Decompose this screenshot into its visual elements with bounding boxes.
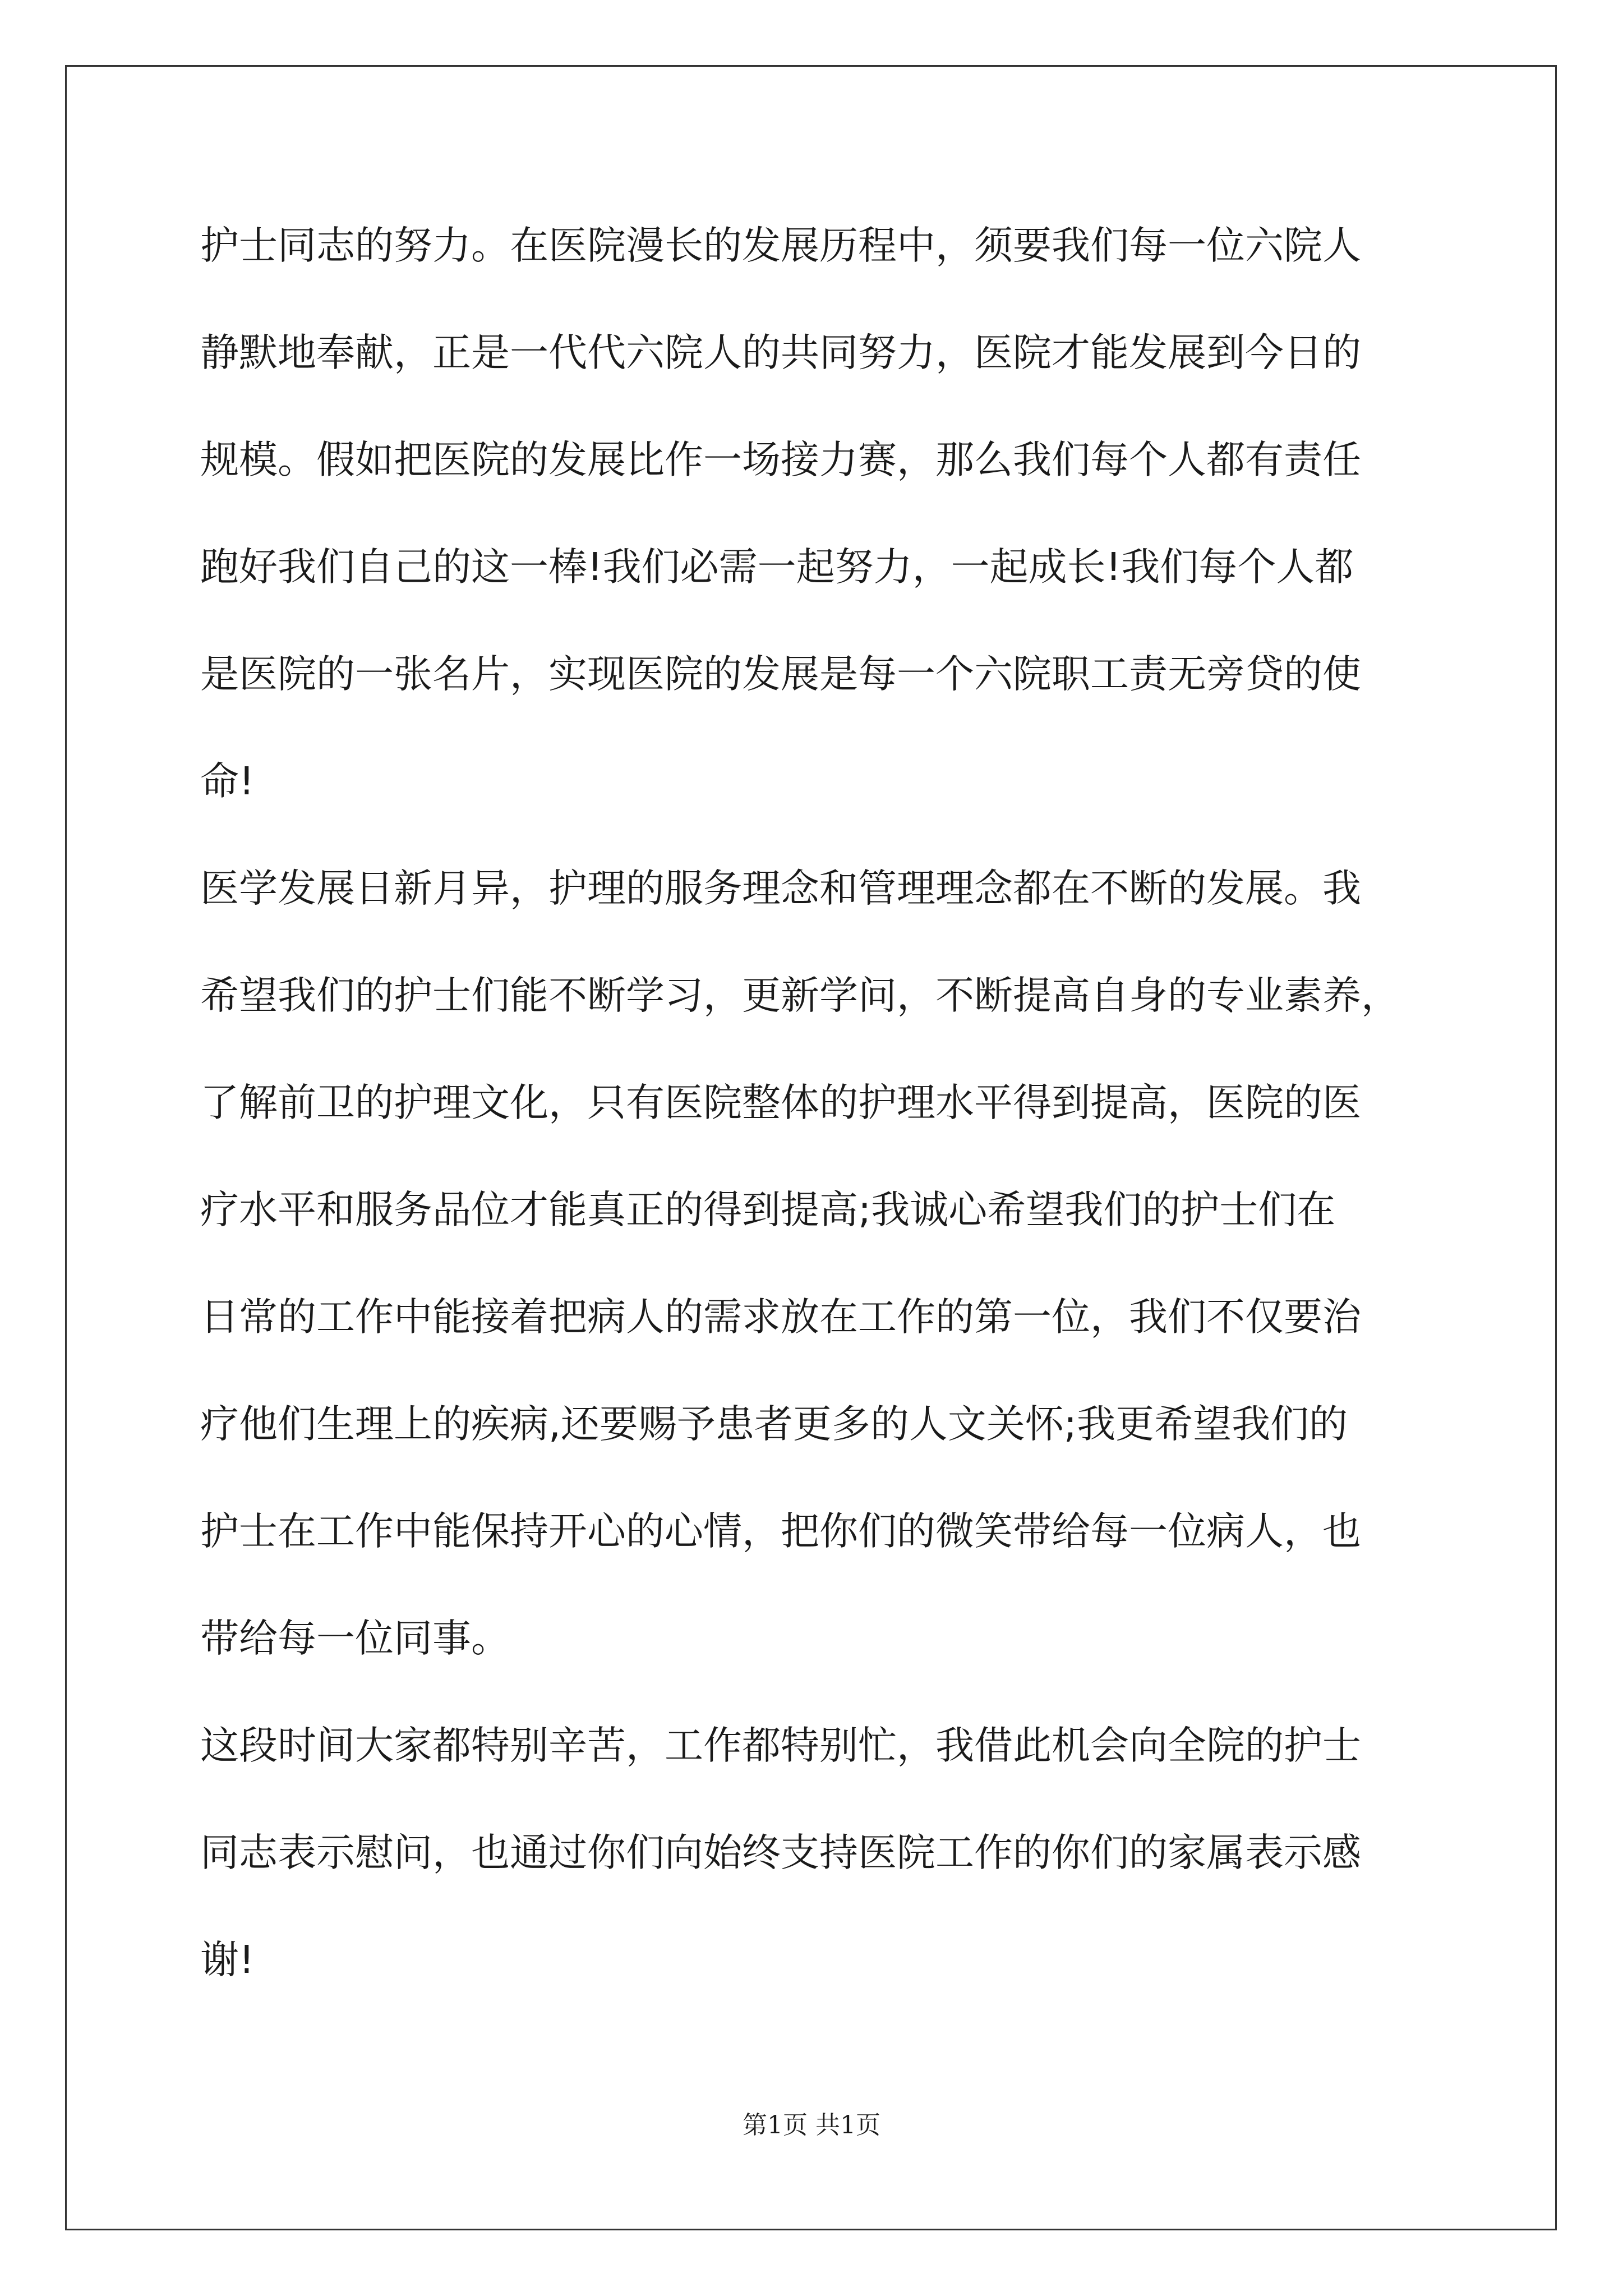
text-line: 疗他们生理上的疾病,还要赐予患者更多的人文关怀;我更希望我们的: [200, 1402, 1348, 1447]
page-footer: 第1页 共1页: [743, 2111, 880, 2139]
text-line: 规模。假如把医院的发展比作一场接力赛，那么我们每个人都有责任: [200, 438, 1361, 482]
text-line: 护士在工作中能保持开心的心情，把你们的微笑带给每一位病人，也: [200, 1509, 1361, 1554]
text-line: 日常的工作中能接着把病人的需求放在工作的第一位，我们不仅要治: [200, 1295, 1361, 1340]
text-line: 医学发展日新月异，护理的服务理念和管理理念都在不断的发展。我: [200, 866, 1361, 911]
text-line: 护士同志的努力。在医院漫长的发展历程中，须要我们每一位六院人: [200, 223, 1361, 268]
text-line: 希望我们的护士们能不断学习，更新学问，不断提高自身的专业素养，: [200, 973, 1400, 1018]
text-line: 这段时间大家都特别辛苦，工作都特别忙，我借此机会向全院的护士: [200, 1723, 1361, 1768]
text-line: 静默地奉献，正是一代代六院人的共同努力，医院才能发展到今日的: [200, 330, 1361, 375]
text-line: 带给每一位同事。: [200, 1616, 510, 1661]
text-line: 疗水平和服务品位才能真正的得到提高;我诚心希望我们的护士们在: [200, 1188, 1336, 1232]
page-border: [65, 65, 1557, 2230]
text-line: 跑好我们自己的这一棒!我们必需一起努力，一起成长!我们每个人都: [200, 545, 1354, 590]
text-line: 命!: [200, 759, 255, 804]
text-line: 谢!: [200, 1938, 255, 1982]
text-line: 同志表示慰问，也通过你们向始终支持医院工作的你们的家属表示感: [200, 1830, 1361, 1875]
text-line: 是医院的一张名片，实现医院的发展是每一个六院职工责无旁贷的使: [200, 652, 1361, 697]
text-line: 了解前卫的护理文化，只有医院整体的护理水平得到提高，医院的医: [200, 1080, 1361, 1125]
